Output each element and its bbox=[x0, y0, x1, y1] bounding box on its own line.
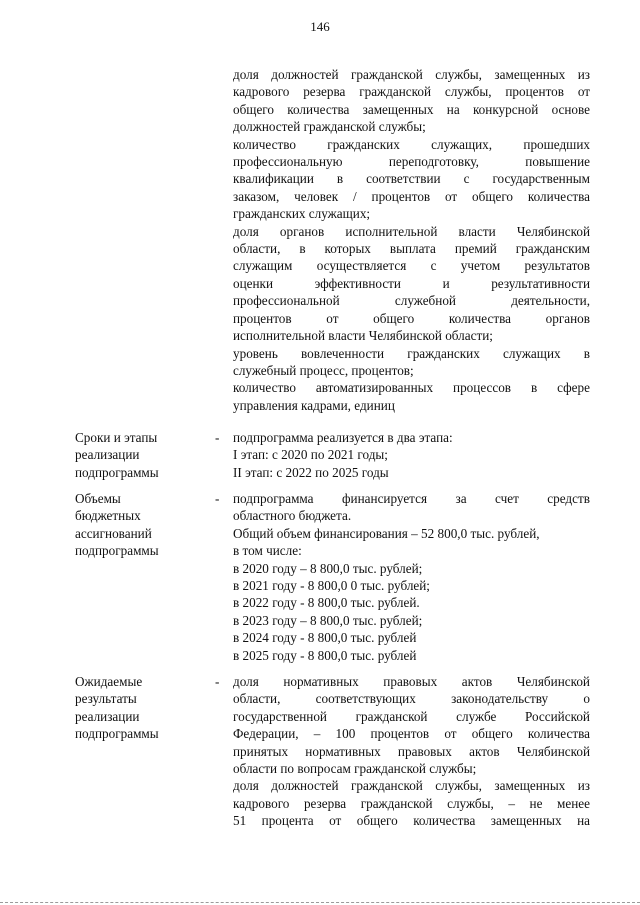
text-line: квалификации в соответствии с государственным bbox=[233, 171, 590, 187]
text-line: I этап: с 2020 по 2021 годы; bbox=[233, 447, 388, 463]
label-line: Объемы bbox=[75, 491, 121, 506]
text-line: управления кадрами, единиц bbox=[233, 397, 395, 413]
text-line: общего количества замещенных на конкурсной основе bbox=[233, 101, 590, 117]
text-line: в 2022 году - 8 800,0 тыс. рублей. bbox=[233, 595, 420, 611]
text-line: области, в которых выплата премий гражданским bbox=[233, 241, 590, 257]
text-line: заказом, человек / процентов от общего количества bbox=[233, 188, 590, 204]
text-line: исполнительной власти Челябинской области; bbox=[233, 328, 493, 344]
text-line: служащим осуществляется с учетом результатов bbox=[233, 258, 590, 274]
label-line: реализации bbox=[75, 708, 140, 724]
text-line: принятых нормативных правовых актов Челябинской bbox=[233, 743, 590, 759]
section-dash: - bbox=[215, 674, 220, 689]
label-line: подпрограммы bbox=[75, 543, 159, 559]
text-line: количество гражданских служащих, прошедших bbox=[233, 136, 590, 152]
text-line: доля должностей гражданской службы, замещенных из bbox=[233, 67, 590, 82]
text-line: государственной гражданской службе Российской bbox=[233, 708, 590, 724]
label-line: подпрограммы bbox=[75, 464, 159, 480]
section-label bbox=[75, 490, 215, 560]
text-line: II этап: с 2022 по 2025 годы bbox=[233, 464, 389, 480]
text-line: доля органов исполнительной власти Челябинской bbox=[233, 223, 590, 239]
label-line: Сроки и этапы bbox=[75, 430, 158, 445]
section-label bbox=[75, 429, 215, 481]
label-line: результаты bbox=[75, 691, 137, 707]
text-line: подпрограмма реализуется в два этапа: bbox=[233, 430, 453, 445]
text-line: в 2025 году - 8 800,0 тыс. рублей bbox=[233, 647, 417, 663]
text-line: гражданских служащих; bbox=[233, 206, 371, 222]
label-line: Ожидаемые bbox=[75, 674, 143, 689]
text-line: оценки эффективности и результативности bbox=[233, 275, 590, 291]
section-label bbox=[75, 673, 215, 743]
text-line: Общий объем финансирования – 52 800,0 тыс. рублей, bbox=[233, 525, 540, 541]
text-line: в 2024 году - 8 800,0 тыс. рублей bbox=[233, 630, 417, 646]
label-line: реализации bbox=[75, 447, 140, 463]
label-line: ассигнований bbox=[75, 525, 152, 541]
text-line: кадрового резерва гражданской службы, процентов от bbox=[233, 84, 590, 100]
section-dash: - bbox=[215, 430, 220, 445]
text-line: области, соответствующих законодательству о bbox=[233, 691, 590, 707]
text-line: в 2020 году – 8 800,0 тыс. рублей; bbox=[233, 560, 423, 576]
label-line: бюджетных bbox=[75, 508, 141, 524]
text-line: доля должностей гражданской службы, замещенных из bbox=[233, 778, 590, 794]
text-line: количество автоматизированных процессов в сфере bbox=[233, 380, 590, 396]
text-line: Федерации, – 100 процентов от общего количества bbox=[233, 726, 590, 742]
text-line: профессиональную переподготовку, повышение bbox=[233, 154, 590, 170]
text-line: процентов от общего количества органов bbox=[233, 310, 590, 326]
text-line: кадрового резерва гражданской службы, – не менее bbox=[233, 795, 590, 811]
section-content bbox=[233, 673, 590, 830]
section-content bbox=[233, 429, 590, 481]
text-line: 51 процента от общего количества замещенных на bbox=[233, 813, 590, 829]
text-line: уровень вовлеченности гражданских служащих в bbox=[233, 345, 590, 361]
section-dash: - bbox=[215, 491, 220, 506]
text-line: в 2021 году - 8 800,0 0 тыс. рублей; bbox=[233, 578, 430, 594]
text-line: в том числе: bbox=[233, 543, 302, 559]
text-line: областного бюджета. bbox=[233, 508, 352, 524]
section-content bbox=[233, 490, 590, 664]
text-line: в 2023 году – 8 800,0 тыс. рублей; bbox=[233, 612, 423, 628]
text-line: доля нормативных правовых актов Челябинской bbox=[233, 674, 590, 689]
text-line: служебный процесс, процентов; bbox=[233, 362, 414, 378]
text-line: подпрограмма финансируется за счет средств bbox=[233, 491, 590, 506]
text-line: профессиональной служебной деятельности, bbox=[233, 293, 590, 309]
text-line: области по вопросам гражданской службы; bbox=[233, 761, 477, 777]
label-line: подпрограммы bbox=[75, 726, 159, 742]
text-line: должностей гражданской службы; bbox=[233, 119, 426, 135]
page-bottom-divider bbox=[0, 902, 640, 903]
intro-indicators-text bbox=[233, 66, 590, 414]
page-number: 146 bbox=[310, 19, 330, 34]
